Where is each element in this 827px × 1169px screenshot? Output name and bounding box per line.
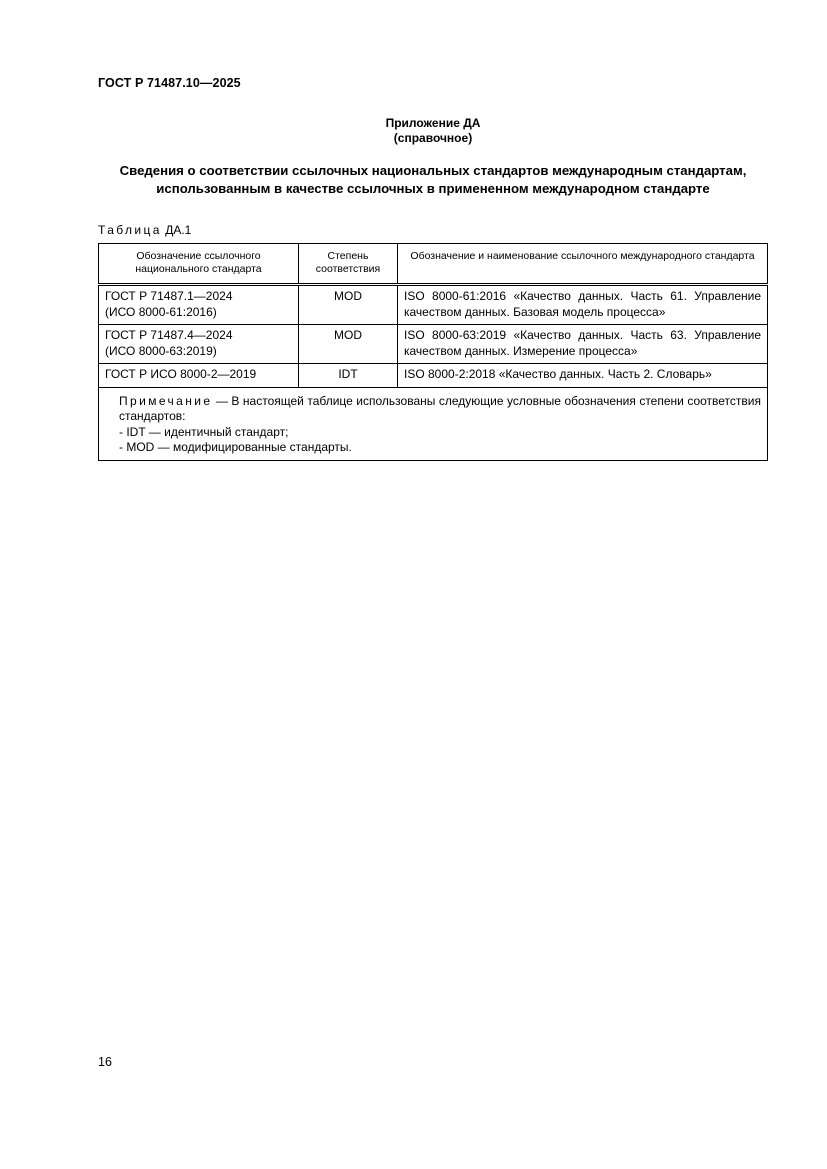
national-standard-designation: ГОСТ Р 71487.1—2024	[105, 289, 233, 303]
national-standard-designation: ГОСТ Р 71487.4—2024	[105, 328, 233, 342]
annex-title: Приложение ДА	[385, 116, 481, 130]
annex-heading-line2: использованным в качестве ссылочных в примененном международном стандарте	[156, 180, 710, 196]
national-standard-designation: ГОСТ Р ИСО 8000-2—2019	[105, 367, 257, 381]
international-standard-cell: ISO 8000-61:2016 «Качество данных. Часть 61. Управление качеством данных. Базовая модель процесса»	[398, 285, 768, 325]
note-paragraph	[105, 394, 761, 425]
national-standard-iso-ref: (ИСО 8000-61:2016)	[105, 304, 217, 319]
note-text: — В настоящей таблице использованы следующие условные обозначения степени соответствия стандартов:	[119, 393, 761, 423]
note-label: Примечание	[119, 393, 213, 408]
column-header-degree: Степень соответствия	[299, 244, 398, 285]
table-caption-number: ДА.1	[165, 223, 192, 237]
table-header-row	[99, 244, 768, 285]
annex-title-block	[98, 116, 768, 145]
table-row	[99, 364, 768, 388]
degree-cell: MOD	[299, 325, 398, 364]
table-note-row	[99, 387, 768, 460]
correspondence-table	[98, 243, 768, 461]
annex-heading-line1: Сведения о соответствии ссылочных национальных стандартов международным стандартам,	[119, 163, 747, 178]
document-code: ГОСТ Р 71487.10—2025	[98, 76, 241, 90]
table-row	[99, 285, 768, 325]
table-row	[99, 325, 768, 364]
national-standard-cell	[99, 364, 299, 388]
national-standard-iso-ref: (ИСО 8000-63:2019)	[105, 343, 217, 358]
annex-subtitle: (справочное)	[393, 130, 473, 145]
international-standard-cell: ISO 8000-63:2019 «Качество данных. Часть 63. Управление качеством данных. Измерение процесса»	[398, 325, 768, 364]
page-number: 16	[98, 1055, 112, 1069]
table-caption-word: Таблица	[98, 223, 162, 237]
national-standard-cell	[99, 325, 299, 364]
column-header-national: Обозначение ссылочного национального стандарта	[99, 244, 299, 285]
note-item-mod: - MOD — модифицированные стандарты.	[119, 440, 352, 454]
table-note	[99, 387, 768, 460]
degree-cell: MOD	[299, 285, 398, 325]
national-standard-cell	[99, 285, 299, 325]
note-item-idt: - IDT — идентичный стандарт;	[119, 424, 289, 439]
international-standard-cell: ISO 8000-2:2018 «Качество данных. Часть 2. Словарь»	[398, 364, 768, 388]
annex-heading	[98, 162, 768, 197]
column-header-international: Обозначение и наименование ссылочного международного стандарта	[398, 244, 768, 285]
degree-cell: IDT	[299, 364, 398, 388]
table-caption	[98, 223, 191, 237]
